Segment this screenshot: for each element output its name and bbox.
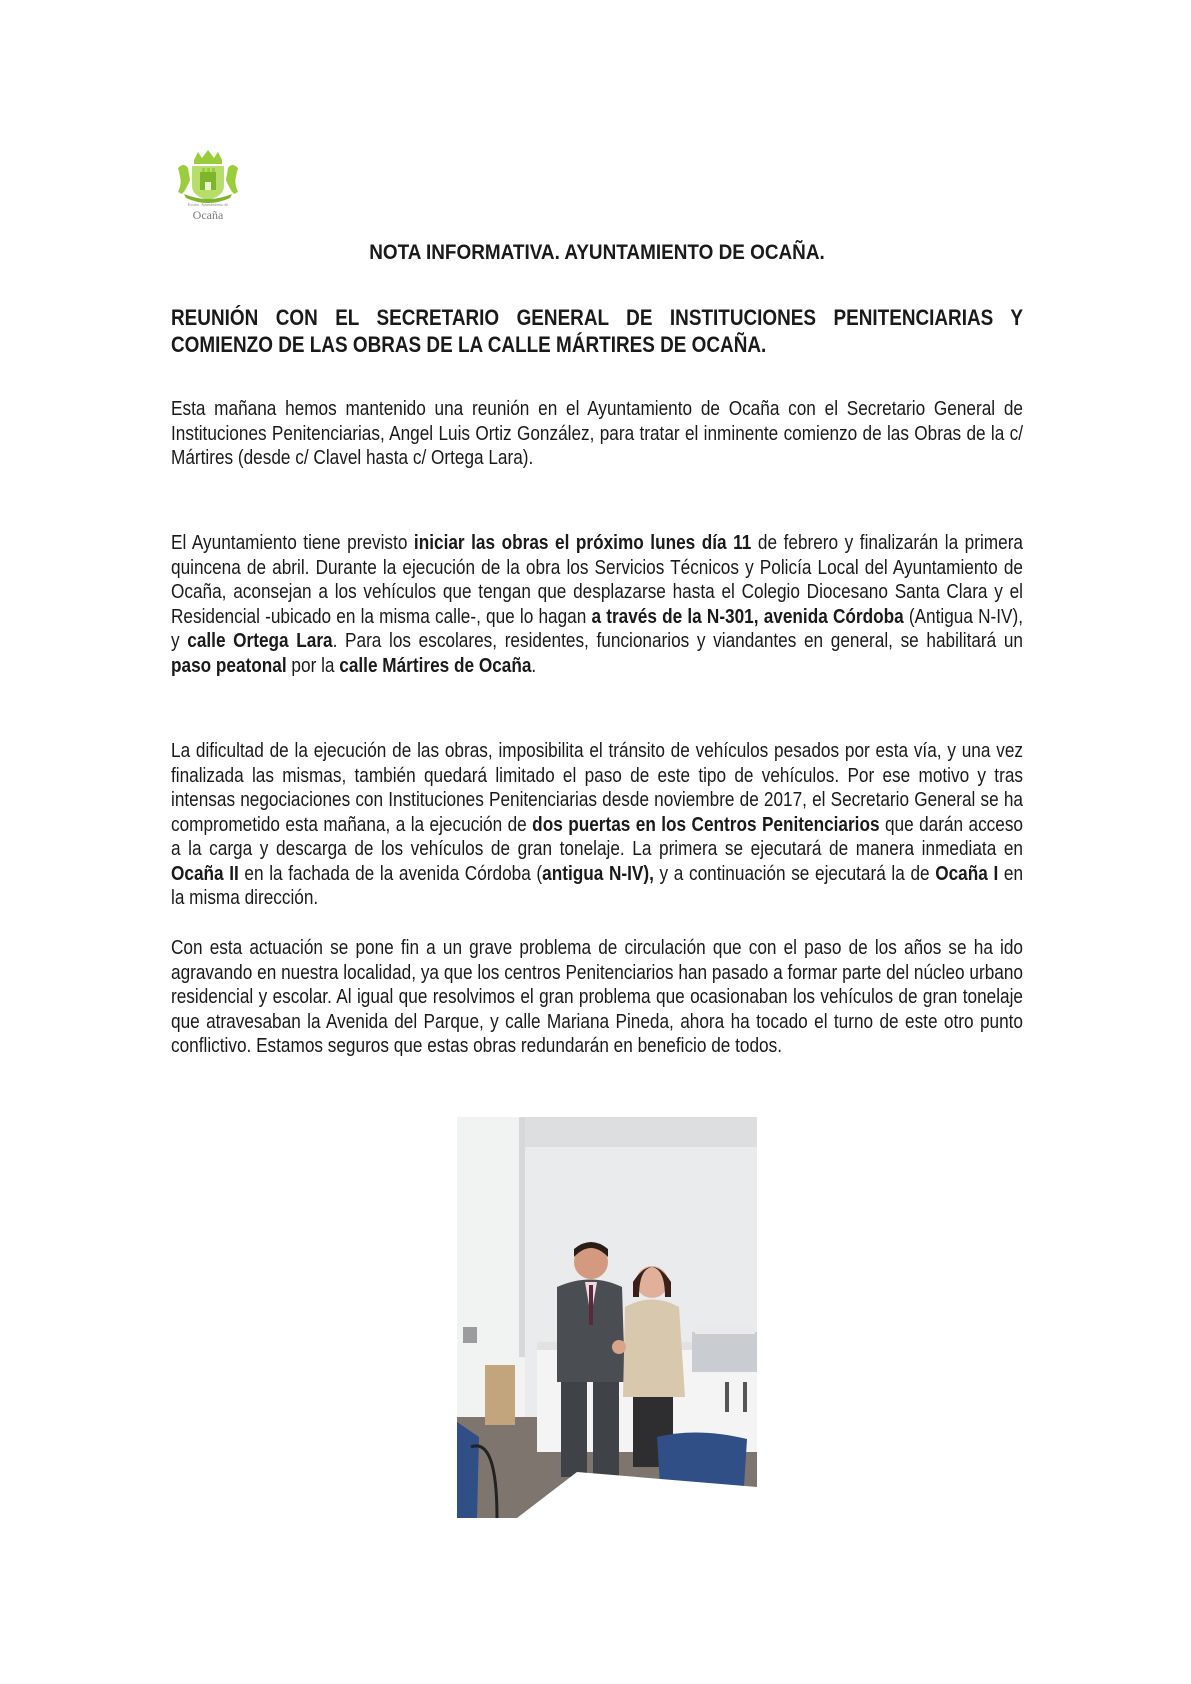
text: . bbox=[531, 654, 537, 677]
coat-of-arms-icon bbox=[174, 146, 242, 222]
text: Con esta actuación se pone fin a un grave problema de circulación que con el paso de los años se ha ido agravando en nuestra localidad, ya que los centros Penitenciarios han pasado a formar parte del núcleo urbano residencial y escolar. Al igual que resolvimos el gran problema que ocasionaban los vehículos de gran tonelaje que atravesaban la Avenida del Parque, y calle Mariana Pineda, ahora ha tocado el turno de este otro punto conflictivo. Estamos seguros que estas obras redundarán en beneficio de todos. bbox=[171, 937, 1023, 1057]
bold-text: a través de la N-301, avenida Córdoba bbox=[591, 605, 904, 628]
bold-text: Ocaña I bbox=[935, 862, 999, 885]
text: en la fachada de la avenida Córdoba ( bbox=[238, 862, 543, 885]
document-title: NOTA INFORMATIVA. AYUNTAMIENTO DE OCAÑA. bbox=[369, 240, 825, 264]
paragraph bbox=[171, 936, 1023, 1059]
text: El Ayuntamiento tiene previsto bbox=[171, 532, 414, 554]
paragraph bbox=[171, 739, 1023, 911]
text: que darán acceso a la carga y descarga de los vehículos de gran tonelaje. La primera se ejecutará de manera inmediata en bbox=[171, 813, 1024, 860]
bold-text: antigua N-IV), bbox=[542, 862, 654, 885]
text: y a continuación se ejecutará la de bbox=[653, 862, 936, 885]
text: por la bbox=[286, 654, 340, 677]
bold-text: calle Ortega Lara bbox=[187, 630, 333, 652]
paragraph bbox=[171, 397, 1023, 471]
text: en la misma dirección. bbox=[171, 862, 1024, 909]
bold-text: Ocaña II bbox=[171, 862, 239, 885]
document-headline: REUNIÓN CON EL SECRETARIO GENERAL DE INSTITUCIONES PENITENCIARIAS Y COMIENZO DE LAS OBRAS DE LA CALLE MÁRTIRES DE OCAÑA. bbox=[171, 305, 1023, 357]
text: La dificultad de la ejecución de las obras, imposibilita el tránsito de vehículos pesados por esta vía, y una vez finalizada las mismas, también quedará limitado el paso de este tipo de vehículos. Por ese motivo y tras intensas negociaciones con Instituciones Penitenciarias desde noviembre de 2017, el Secretario General se ha comprometido esta mañana, a la ejecución de bbox=[171, 740, 1023, 836]
text: (Antigua N-IV), y bbox=[171, 605, 1023, 652]
bold-text: iniciar las obras el próximo lunes día 11 bbox=[413, 532, 752, 554]
meeting-photo bbox=[457, 1117, 757, 1518]
text: . Para los escolares, residentes, funcionarios y viandantes en general, se habilitará un bbox=[332, 630, 1023, 652]
text: Esta mañana hemos mantenido una reunión en el Ayuntamiento de Ocaña con el Secretario General de Instituciones Penitenciarias, Angel Luis Ortiz González, para tratar el inminente comienzo de las Obras de la c/ Mártires (desde c/ Clavel hasta c/ Ortega Lara). bbox=[171, 398, 1023, 469]
logo-caption-large: Ocaña bbox=[192, 208, 224, 222]
paragraph bbox=[171, 531, 1023, 678]
ayuntamiento-logo bbox=[174, 146, 242, 222]
meeting-photo-icon bbox=[457, 1117, 757, 1518]
bold-text: calle Mártires de Ocaña bbox=[339, 654, 532, 677]
logo-caption-small: Excmo. Ayuntamiento de bbox=[187, 202, 229, 207]
bold-text: paso peatonal bbox=[171, 654, 287, 677]
text: de febrero y finalizarán la primera quincena de abril. Durante la ejecución de la obra los Servicios Técnicos y Policía Local del Ayuntamiento de Ocaña, aconsejan a los vehículos que tengan que desplazarse hasta el Colegio Diocesano Santa Clara y el Residencial -ubicado en la misma calle-, que lo hagan bbox=[171, 532, 1023, 628]
bold-text: dos puertas en los Centros Penitenciarios bbox=[532, 813, 880, 836]
